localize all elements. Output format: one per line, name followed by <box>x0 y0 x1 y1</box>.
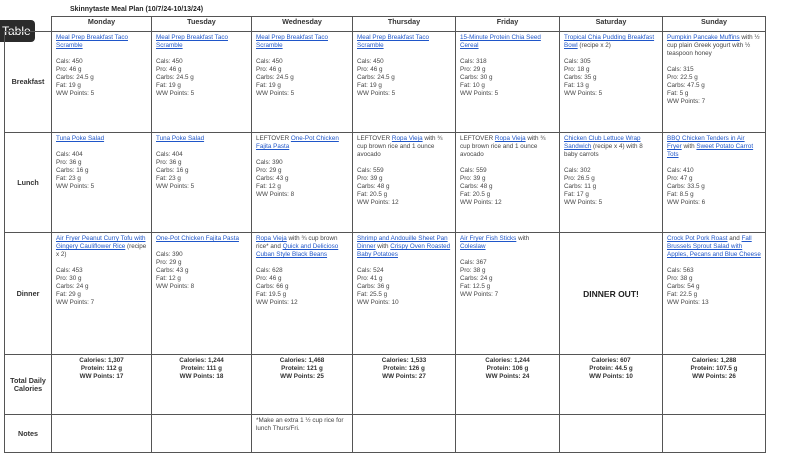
total-line: Calories: 1,307 <box>79 357 124 364</box>
total-line: Calories: 1,533 <box>381 357 427 364</box>
total-line: WW Points: 27 <box>382 373 426 380</box>
meal-text: with <box>516 235 530 242</box>
daily-total-cell <box>663 355 766 415</box>
recipe-link[interactable]: Fall Brussels Sprout Salad with Apples, Pecans and Blue Cheese <box>667 235 761 258</box>
note-cell <box>560 415 663 453</box>
nutrition-line: Pro: 38 g <box>667 275 693 282</box>
nutrition-line: Cals: 453 <box>56 267 83 274</box>
nutrition-line: Carbs: 16 g <box>156 167 189 174</box>
lunch-cell <box>152 133 252 233</box>
lunch-row <box>5 133 766 233</box>
nutrition-line: Carbs: 33.5 g <box>667 183 705 190</box>
day-header: Saturday <box>560 17 663 32</box>
nutrition-line: Cals: 524 <box>357 267 384 274</box>
meal-plan-table <box>4 16 766 453</box>
recipe-link[interactable]: Quick and Delicioso Cuban Style Black Beans <box>256 243 339 258</box>
row-label-totals: Total Daily Calories <box>5 355 52 415</box>
totals-row <box>5 355 766 415</box>
nutrition-line: Cals: 559 <box>460 167 487 174</box>
notes-row <box>5 415 766 453</box>
recipe-link[interactable]: Meal Prep Breakfast Taco Scramble <box>256 34 328 49</box>
nutrition-line: Pro: 18 g <box>564 66 590 73</box>
lunch-cell <box>353 133 456 233</box>
breakfast-cell <box>456 32 560 133</box>
total-line: Protein: 106 g <box>486 365 529 372</box>
nutrition-line: WW Points: 6 <box>667 199 706 206</box>
nutrition-line: Fat: 5 g <box>667 90 689 97</box>
meal-text: with ¾ cup brown rice and 1 ounce avocado <box>460 135 546 158</box>
recipe-link[interactable]: Air Fryer Peanut Curry Tofu with Gingery Cauliflower Rice <box>56 235 146 250</box>
meal-description <box>460 235 555 251</box>
breakfast-cell <box>252 32 353 133</box>
meal-description <box>357 235 451 259</box>
nutrition-line: Cals: 559 <box>357 167 384 174</box>
nutrition-line: Carbs: 16 g <box>56 167 89 174</box>
meal-description <box>667 34 761 58</box>
nutrition-line: WW Points: 7 <box>667 98 706 105</box>
meal-description <box>667 135 761 159</box>
nutrition-line: Fat: 17 g <box>564 191 589 198</box>
nutrition-line: Fat: 19 g <box>56 82 81 89</box>
total-line: Calories: 1,468 <box>279 357 325 364</box>
nutrition-line: Carbs: 48 g <box>357 183 390 190</box>
daily-total-cell <box>152 355 252 415</box>
daily-total-cell <box>353 355 456 415</box>
total-line: WW Points: 26 <box>692 373 736 380</box>
meal-text: LEFTOVER <box>357 135 392 142</box>
meal-description <box>564 135 658 159</box>
day-header: Wednesday <box>252 17 353 32</box>
nutrition-line: Carbs: 11 g <box>564 183 597 190</box>
nutrition-line: Carbs: 66 g <box>256 283 289 290</box>
recipe-link[interactable]: Tuna Poke Salad <box>56 135 105 142</box>
meal-text: LEFTOVER <box>256 135 291 142</box>
breakfast-cell <box>152 32 252 133</box>
breakfast-cell <box>353 32 456 133</box>
lunch-cell <box>252 133 353 233</box>
dinner-cell <box>663 233 766 355</box>
day-header: Tuesday <box>152 17 252 32</box>
daily-total-cell <box>252 355 353 415</box>
nutrition-line: Pro: 29 g <box>256 167 282 174</box>
meal-text: with ½ cup plain Greek yogurt with ½ teaspoon honey <box>667 34 760 57</box>
meal-text: with <box>375 243 391 250</box>
nutrition-line: WW Points: 10 <box>357 299 399 306</box>
nutrition-line: Cals: 450 <box>357 58 384 65</box>
meal-description <box>256 34 348 50</box>
total-line: Calories: 1,244 <box>179 357 224 364</box>
nutrition-line: Pro: 29 g <box>460 66 486 73</box>
corner-cell <box>5 17 52 32</box>
day-header: Friday <box>456 17 560 32</box>
recipe-link[interactable]: Sweet Potato Carrot Tots <box>667 143 754 158</box>
nutrition-line: WW Points: 5 <box>357 90 396 97</box>
nutrition-line: Carbs: 35 g <box>564 74 597 81</box>
meal-description <box>56 235 147 259</box>
nutrition-line: Cals: 450 <box>156 58 183 65</box>
day-header: Thursday <box>353 17 456 32</box>
nutrition-line: Pro: 36 g <box>56 159 82 166</box>
meal-text: and <box>727 235 742 242</box>
recipe-link[interactable]: Ropa Vieja <box>256 235 287 242</box>
note-cell: *Make an extra 1 ½ cup rice for lunch Thurs/Fri. <box>252 415 353 453</box>
nutrition-line: Fat: 22.5 g <box>667 291 698 298</box>
recipe-link[interactable]: Ropa Vieja <box>494 135 526 142</box>
nutrition-line: Carbs: 24 g <box>460 275 493 282</box>
nutrition-line: Carbs: 24 g <box>56 283 89 290</box>
nutrition-line: Fat: 25.5 g <box>357 291 388 298</box>
total-line: Protein: 126 g <box>383 365 425 372</box>
total-line: Protein: 121 g <box>281 365 323 372</box>
nutrition-line: Cals: 367 <box>460 259 487 266</box>
meal-description <box>156 34 247 50</box>
recipe-link[interactable]: Meal Prep Breakfast Taco Scramble <box>357 34 429 49</box>
nutrition-line: Fat: 12 g <box>156 275 181 282</box>
recipe-link[interactable]: Pumpkin Pancake Muffins <box>667 34 740 41</box>
meal-text: with ¾ cup brown rice and 1 ounce avocado <box>357 135 443 158</box>
nutrition-line: Fat: 23 g <box>56 175 81 182</box>
lunch-cell <box>456 133 560 233</box>
nutrition-line: WW Points: 5 <box>156 183 195 190</box>
total-line: WW Points: 10 <box>589 373 633 380</box>
recipe-link[interactable]: One-Pot Chicken Fajita Pasta <box>256 135 339 150</box>
recipe-link[interactable]: Tuna Poke Salad <box>156 135 205 142</box>
nutrition-line: Pro: 47 g <box>667 175 693 182</box>
dinner-cell <box>353 233 456 355</box>
nutrition-line: Cals: 404 <box>56 151 83 158</box>
total-line: WW Points: 17 <box>79 373 124 380</box>
recipe-link[interactable]: Air Fryer Fish Sticks <box>460 235 517 242</box>
lunch-cell <box>663 133 766 233</box>
nutrition-line: Cals: 302 <box>564 167 591 174</box>
meal-text: LEFTOVER <box>460 135 495 142</box>
recipe-link[interactable]: Meal Prep Breakfast Taco Scramble <box>156 34 228 49</box>
breakfast-cell <box>663 32 766 133</box>
nutrition-line: WW Points: 8 <box>256 191 295 198</box>
dinner-cell <box>152 233 252 355</box>
meal-description <box>256 235 348 259</box>
recipe-link[interactable]: 15-Minute Protein Chia Seed Cereal <box>460 34 541 49</box>
nutrition-line: Fat: 20.5 g <box>357 191 388 198</box>
meal-text: (recipe x 2) <box>577 42 611 49</box>
breakfast-row <box>5 32 766 133</box>
nutrition-line: WW Points: 13 <box>667 299 709 306</box>
daily-total-cell <box>52 355 152 415</box>
nutrition-line: Carbs: 24.5 g <box>256 74 294 81</box>
row-label-dinner: Dinner <box>5 233 52 355</box>
recipe-link[interactable]: Chicken Club Lettuce Wrap Sandwich <box>564 135 641 150</box>
nutrition-line: Fat: 19 g <box>357 82 382 89</box>
note-cell <box>456 415 560 453</box>
nutrition-line: WW Points: 5 <box>564 90 603 97</box>
page-title: Skinnytaste Meal Plan (10/7/24-10/13/24) <box>70 6 204 13</box>
nutrition-line: Fat: 19 g <box>256 82 281 89</box>
lunch-cell <box>560 133 663 233</box>
nutrition-line: Carbs: 24.5 g <box>357 74 395 81</box>
nutrition-line: WW Points: 8 <box>156 283 195 290</box>
table-badge[interactable]: Table <box>0 20 35 42</box>
row-label-lunch: Lunch <box>5 133 52 233</box>
total-line: Calories: 607 <box>591 357 631 364</box>
meal-description <box>357 34 451 50</box>
dinner-row <box>5 233 766 355</box>
nutrition-line: WW Points: 5 <box>564 199 603 206</box>
nutrition-line: Fat: 13 g <box>564 82 589 89</box>
daily-total-cell <box>560 355 663 415</box>
day-header: Monday <box>52 17 152 32</box>
nutrition-line: Pro: 46 g <box>156 66 182 73</box>
nutrition-line: Pro: 41 g <box>357 275 383 282</box>
meal-description <box>156 135 247 143</box>
nutrition-line: Carbs: 36 g <box>357 283 390 290</box>
nutrition-line: Cals: 563 <box>667 267 694 274</box>
total-line: Protein: 112 g <box>80 365 123 372</box>
nutrition-line: Cals: 318 <box>460 58 487 65</box>
nutrition-line: WW Points: 5 <box>156 90 195 97</box>
nutrition-line: Fat: 12.5 g <box>460 283 491 290</box>
nutrition-line: Carbs: 24.5 g <box>156 74 194 81</box>
nutrition-line: Pro: 22.5 g <box>667 74 698 81</box>
nutrition-line: Cals: 390 <box>156 251 183 258</box>
nutrition-line: Pro: 39 g <box>460 175 486 182</box>
total-line: Calories: 1,244 <box>485 357 530 364</box>
recipe-link[interactable]: Crispy Oven Roasted Baby Potatoes <box>357 243 451 258</box>
recipe-link[interactable]: Crock Pot Pork Roast <box>667 235 728 242</box>
dinner-out-label: DINNER OUT! <box>560 233 663 355</box>
meal-description <box>667 235 761 259</box>
meal-description <box>460 34 555 50</box>
nutrition-line: WW Points: 5 <box>56 183 95 190</box>
nutrition-line: Pro: 46 g <box>357 66 383 73</box>
nutrition-line: Carbs: 43 g <box>256 175 289 182</box>
row-label-notes: Notes <box>5 415 52 453</box>
meal-text: with ¾ cup brown rice* and <box>256 235 338 250</box>
meal-text: with <box>681 143 697 150</box>
recipe-link[interactable]: One-Pot Chicken Fajita Pasta <box>156 235 239 242</box>
nutrition-line: Pro: 46 g <box>256 66 282 73</box>
nutrition-line: Cals: 305 <box>564 58 591 65</box>
nutrition-line: WW Points: 12 <box>357 199 399 206</box>
nutrition-line: Carbs: 30 g <box>460 74 493 81</box>
note-cell <box>52 415 152 453</box>
total-line: WW Points: 24 <box>485 373 530 380</box>
note-cell <box>353 415 456 453</box>
nutrition-line: Cals: 315 <box>667 66 694 73</box>
nutrition-line: Fat: 23 g <box>156 175 181 182</box>
nutrition-line: Carbs: 54 g <box>667 283 700 290</box>
meal-description <box>56 34 147 50</box>
meal-description <box>156 235 247 243</box>
nutrition-line: Cals: 628 <box>256 267 283 274</box>
nutrition-line: Fat: 8.5 g <box>667 191 694 198</box>
meal-description <box>56 135 147 143</box>
nutrition-line: Fat: 19.5 g <box>256 291 287 298</box>
meal-text: (recipe x 4) with 8 baby carrots <box>564 143 643 158</box>
nutrition-line: Carbs: 43 g <box>156 267 189 274</box>
nutrition-line: Carbs: 47.5 g <box>667 82 705 89</box>
total-line: Calories: 1,288 <box>691 357 737 364</box>
nutrition-line: Pro: 38 g <box>460 267 486 274</box>
meal-description <box>357 135 451 159</box>
nutrition-line: WW Points: 5 <box>256 90 295 97</box>
nutrition-line: Cals: 450 <box>256 58 283 65</box>
total-line: WW Points: 18 <box>179 373 224 380</box>
breakfast-cell <box>560 32 663 133</box>
header-row <box>5 17 766 32</box>
nutrition-line: Pro: 46 g <box>256 275 282 282</box>
nutrition-line: Pro: 36 g <box>156 159 182 166</box>
nutrition-line: WW Points: 5 <box>460 90 499 97</box>
note-cell <box>663 415 766 453</box>
nutrition-line: Cals: 410 <box>667 167 694 174</box>
total-line: Protein: 111 g <box>181 365 222 372</box>
recipe-link[interactable]: Ropa Vieja <box>391 135 423 142</box>
meal-description <box>256 135 348 151</box>
nutrition-line: WW Points: 5 <box>56 90 95 97</box>
nutrition-line: Fat: 29 g <box>56 291 81 298</box>
nutrition-line: WW Points: 7 <box>56 299 95 306</box>
dinner-cell <box>252 233 353 355</box>
meal-description <box>460 135 555 159</box>
dinner-cell <box>52 233 152 355</box>
nutrition-line: Carbs: 24.5 g <box>56 74 94 81</box>
nutrition-line: Pro: 26.5 g <box>564 175 595 182</box>
recipe-link[interactable]: Meal Prep Breakfast Taco Scramble <box>56 34 128 49</box>
nutrition-line: Pro: 46 g <box>56 66 82 73</box>
nutrition-line: Cals: 390 <box>256 159 283 166</box>
recipe-link[interactable]: Shrimp and Andouille Sheet Pan Dinner <box>357 235 448 250</box>
nutrition-line: WW Points: 7 <box>460 291 499 298</box>
nutrition-line: Fat: 10 g <box>460 82 485 89</box>
nutrition-line: Carbs: 48 g <box>460 183 493 190</box>
dinner-cell <box>456 233 560 355</box>
note-cell <box>152 415 252 453</box>
nutrition-line: Pro: 39 g <box>357 175 383 182</box>
nutrition-line: Pro: 29 g <box>156 259 182 266</box>
breakfast-cell <box>52 32 152 133</box>
recipe-link[interactable]: Coleslaw <box>460 243 486 250</box>
row-label-breakfast: Breakfast <box>5 32 52 133</box>
daily-total-cell <box>456 355 560 415</box>
nutrition-line: Pro: 30 g <box>56 275 82 282</box>
meal-description <box>564 34 658 50</box>
total-line: WW Points: 25 <box>280 373 324 380</box>
recipe-link[interactable]: Tropical Chia Pudding Breakfast Bowl <box>564 34 655 49</box>
lunch-cell <box>52 133 152 233</box>
total-line: Protein: 107.5 g <box>690 365 738 372</box>
nutrition-line: Fat: 20.5 g <box>460 191 491 198</box>
nutrition-line: WW Points: 12 <box>460 199 502 206</box>
total-line: Protein: 44.5 g <box>589 365 633 372</box>
nutrition-line: Fat: 19 g <box>156 82 181 89</box>
meal-text: (recipe x 2) <box>56 243 147 258</box>
nutrition-line: WW Points: 12 <box>256 299 298 306</box>
nutrition-line: Cals: 450 <box>56 58 83 65</box>
nutrition-line: Fat: 12 g <box>256 183 281 190</box>
recipe-link[interactable]: BBQ Chicken Tenders in Air Fryer <box>667 135 745 150</box>
day-header: Sunday <box>663 17 766 32</box>
nutrition-line: Cals: 404 <box>156 151 183 158</box>
